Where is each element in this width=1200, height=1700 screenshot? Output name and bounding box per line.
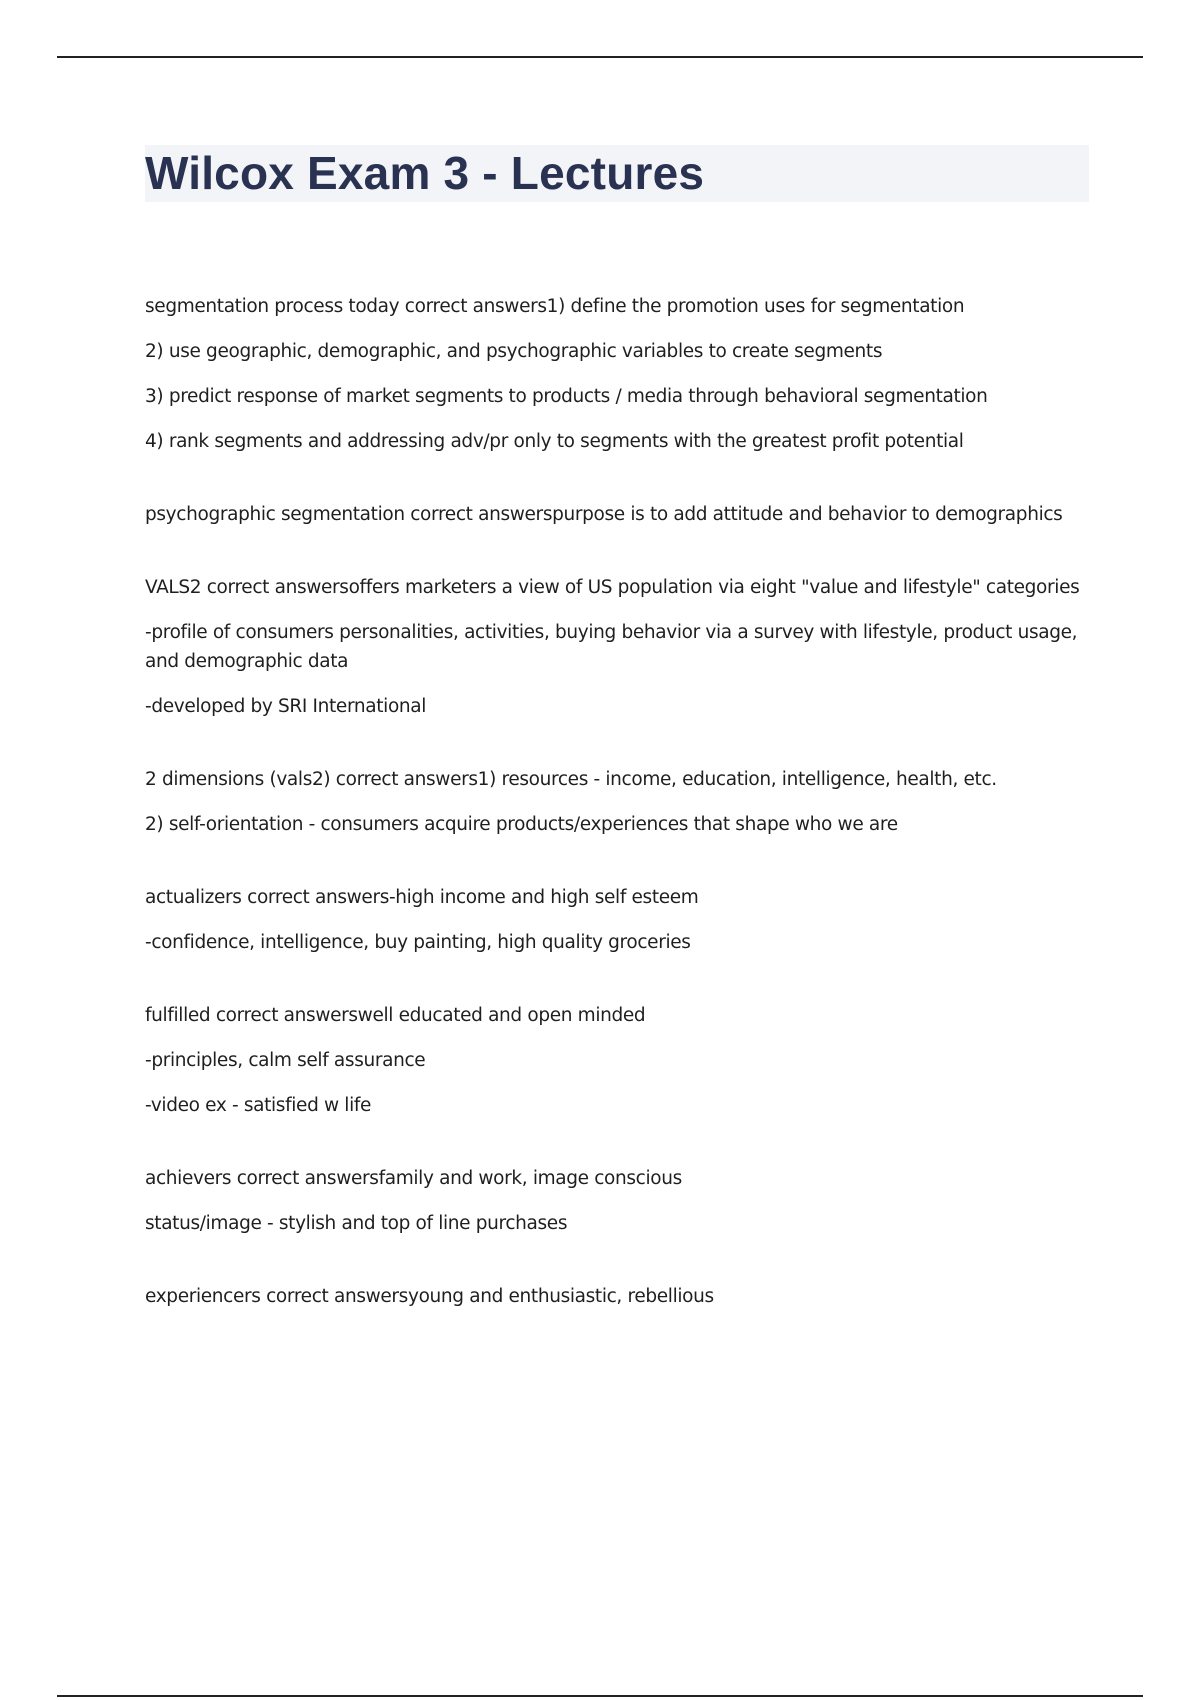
qa-entry-psychographic-segmentation (145, 500, 1085, 529)
text-line: segmentation process today correct answers1) define the promotion uses for segmentation (145, 296, 965, 317)
text-line: 2) self-orientation - consumers acquire products/experiences that shape who we are (145, 814, 898, 835)
text-line: -confidence, intelligence, buy painting, high quality groceries (145, 932, 691, 953)
page-title: Wilcox Exam 3 - Lectures (145, 147, 705, 199)
bottom-rule (57, 1695, 1143, 1697)
text-line: status/image - stylish and top of line purchases (145, 1213, 568, 1234)
qa-entry-fulfilled (145, 1001, 1085, 1120)
text-line: 2) use geographic, demographic, and psychographic variables to create segments (145, 341, 883, 362)
text-line: -profile of consumers personalities, activities, buying behavior via a survey with lifestyle, product usage, and demographic data (145, 622, 1078, 672)
text-line: psychographic segmentation correct answerspurpose is to add attitude and behavior to demographics (145, 504, 1063, 525)
qa-entry-actualizers (145, 883, 1085, 957)
text-line: -developed by SRI International (145, 696, 427, 717)
qa-entry-experiencers (145, 1282, 1085, 1311)
text-line: fulfilled correct answerswell educated and open minded (145, 1005, 646, 1026)
qa-entry-achievers (145, 1164, 1085, 1238)
qa-entry-vals2-dimensions (145, 765, 1085, 839)
text-line: 2 dimensions (vals2) correct answers1) resources - income, education, intelligence, health, etc. (145, 769, 997, 790)
qa-entry-vals2 (145, 573, 1085, 721)
qa-entry-segmentation-process (145, 292, 1085, 456)
text-line: 4) rank segments and addressing adv/pr only to segments with the greatest profit potential (145, 431, 964, 452)
text-line: VALS2 correct answersoffers marketers a view of US population via eight "value and lifestyle" categories (145, 577, 1080, 598)
text-line: 3) predict response of market segments to products / media through behavioral segmentation (145, 386, 988, 407)
text-line: achievers correct answersfamily and work, image conscious (145, 1168, 682, 1189)
text-line: -principles, calm self assurance (145, 1050, 426, 1071)
document-body (145, 292, 1085, 1355)
text-line: actualizers correct answers-high income and high self esteem (145, 887, 699, 908)
text-line: -video ex - satisfied w life (145, 1095, 372, 1116)
top-rule (57, 56, 1143, 58)
text-line: experiencers correct answersyoung and enthusiastic, rebellious (145, 1286, 714, 1307)
